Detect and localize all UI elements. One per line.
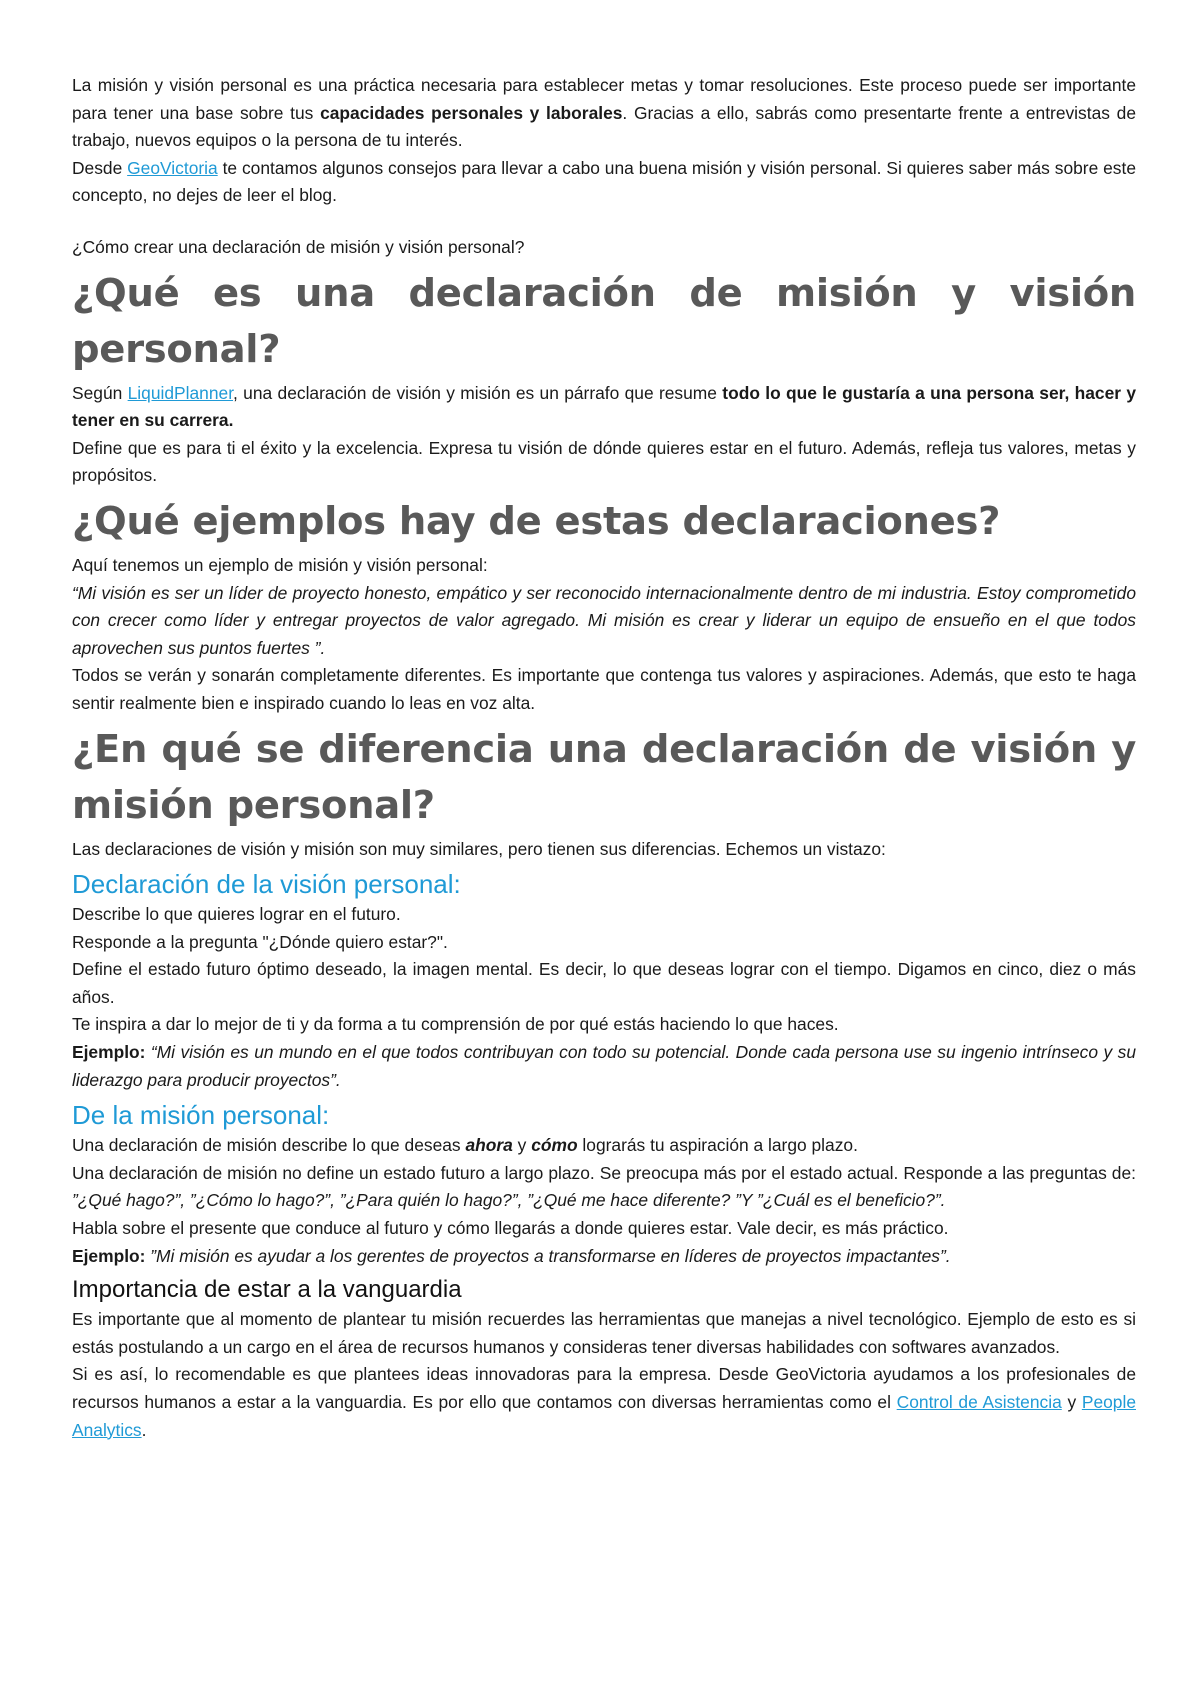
section3-paragraph-1: Las declaraciones de visión y misión son muy similares, pero tienen sus diferencias. Echemos un vistazo: xyxy=(72,838,886,859)
subheading-mision: De la misión personal: xyxy=(72,1100,330,1131)
section4-paragraph-1: Es importante que al momento de plantear tu misión recuerdes las herramientas que manejas a nivel tecnológico. Ejemplo de esto es si estás postulando a un cargo en el área de recursos humanos y consideras tener diversas habilidades con softwares avanzados. xyxy=(72,1309,1136,1357)
subheading-vision: Declaración de la visión personal: xyxy=(72,869,461,900)
section1-paragraph-2: Define que es para ti el éxito y la excelencia. Expresa tu visión de dónde quieres estar en el futuro. Además, refleja tus valores, metas y propósitos. xyxy=(72,437,1136,486)
heading-section-4: Importancia de estar a la vanguardia xyxy=(72,1276,462,1304)
vision-line-2: Responde a la pregunta "¿Dónde quiero estar?". xyxy=(72,931,448,952)
section4-paragraph-2: Si es así, lo recomendable es que plantees ideas innovadoras para la empresa. Desde GeoVictoria ayudamos a los profesionales de recursos humanos a estar a la vanguardia. Es por ello que contamos con diversas herramientas como el Control de Asistencia y People Analytics. xyxy=(72,1364,1136,1440)
control-asistencia-link[interactable]: Control de Asistencia xyxy=(896,1392,1062,1412)
geovictoria-link[interactable]: GeoVictoria xyxy=(127,157,218,178)
heading-section-2: ¿Qué ejemplos hay de estas declaraciones? xyxy=(72,498,1001,544)
document-page xyxy=(72,72,1136,1444)
people-analytics-link[interactable]: People Analytics xyxy=(72,1392,1136,1440)
section1-paragraph-1: Según LiquidPlanner, una declaración de visión y misión es un párrafo que resume todo lo que le gustaría a una persona ser, hacer y tener en su carrera. xyxy=(72,382,1137,431)
vision-line-1: Describe lo que quieres lograr en el futuro. xyxy=(72,904,401,925)
bold-phrase: todo lo que le gustaría a una persona ser, hacer y tener en su carrera. xyxy=(72,382,1137,431)
mision-example: Ejemplo: ”Mi misión es ayudar a los gerentes de proyectos a transformarse en líderes de proyectos impactantes”. xyxy=(72,1245,951,1266)
intro-paragraph-2: Desde GeoVictoria te contamos algunos consejos para llevar a cabo una buena misión y visión personal. Si quieres saber más sobre este concepto, no dejes de leer el blog. xyxy=(72,157,1137,206)
section2-paragraph-2: Todos se verán y sonarán completamente diferentes. Es importante que contenga tus valores y aspiraciones. Además, que esto te haga sentir realmente bien e inspirado cuando lo leas en voz alta. xyxy=(72,665,1136,713)
heading-section-1: ¿Qué es una declaración de misión y visión personal? xyxy=(72,270,1136,372)
mision-line-3: Habla sobre el presente que conduce al futuro y cómo llegarás a donde quieres estar. Vale decir, es más práctico. xyxy=(72,1218,949,1239)
heading-section-3: ¿En qué se diferencia una declaración de visión y misión personal? xyxy=(72,726,1136,828)
section2-quote: “Mi visión es ser un líder de proyecto honesto, empático y ser reconocido internacionalmente dentro de mi industria. Estoy comprometido con crecer como líder y entregar proyectos de valor agregado. Mi misión es crear y liderar un equipo de ensueño en el que todos aprovechen sus puntos fuertes ”. xyxy=(72,582,1136,658)
liquidplanner-link[interactable]: LiquidPlanner xyxy=(127,382,234,403)
vision-line-3: Define el estado futuro óptimo deseado, la imagen mental. Es decir, lo que deseas lograr con el tiempo. Digamos en cinco, diez o más años. xyxy=(72,959,1136,1007)
vision-line-4: Te inspira a dar lo mejor de ti y da forma a tu comprensión de por qué estás haciendo lo que haces. xyxy=(72,1014,839,1035)
intro-paragraph-1: La misión y visión personal es una práctica necesaria para establecer metas y tomar resoluciones. Este proceso puede ser importante para tener una base sobre tus capacidades personales y laborales. Gracias a ello, sabrás como presentarte frente a entrevistas de trabajo, nuevos equipos o la persona de tu interés. xyxy=(72,75,1136,151)
question-line: ¿Cómo crear una declaración de misión y visión personal? xyxy=(72,236,525,257)
mision-line-2: Una declaración de misión no define un estado futuro a largo plazo. Se preocupa más por el estado actual. Responde a las preguntas de: ”¿Qué hago?”, ”¿Cómo lo hago?”, ”¿Para quién lo hago?”, ”¿Qué me hace diferente? ”Y ”¿Cuál es el beneficio?”. xyxy=(72,1162,1136,1211)
section2-paragraph-1: Aquí tenemos un ejemplo de misión y visión personal: xyxy=(72,554,488,575)
mision-line-1: Una declaración de misión describe lo que deseas ahora y cómo lograrás tu aspiración a largo plazo. xyxy=(72,1135,858,1156)
bold-phrase: capacidades personales y laborales xyxy=(320,102,623,123)
vision-example: Ejemplo: “Mi visión es un mundo en el que todos contribuyan con todo su potencial. Donde cada persona use su ingenio intrínseco y su liderazgo para producir proyectos”. xyxy=(72,1042,1136,1090)
